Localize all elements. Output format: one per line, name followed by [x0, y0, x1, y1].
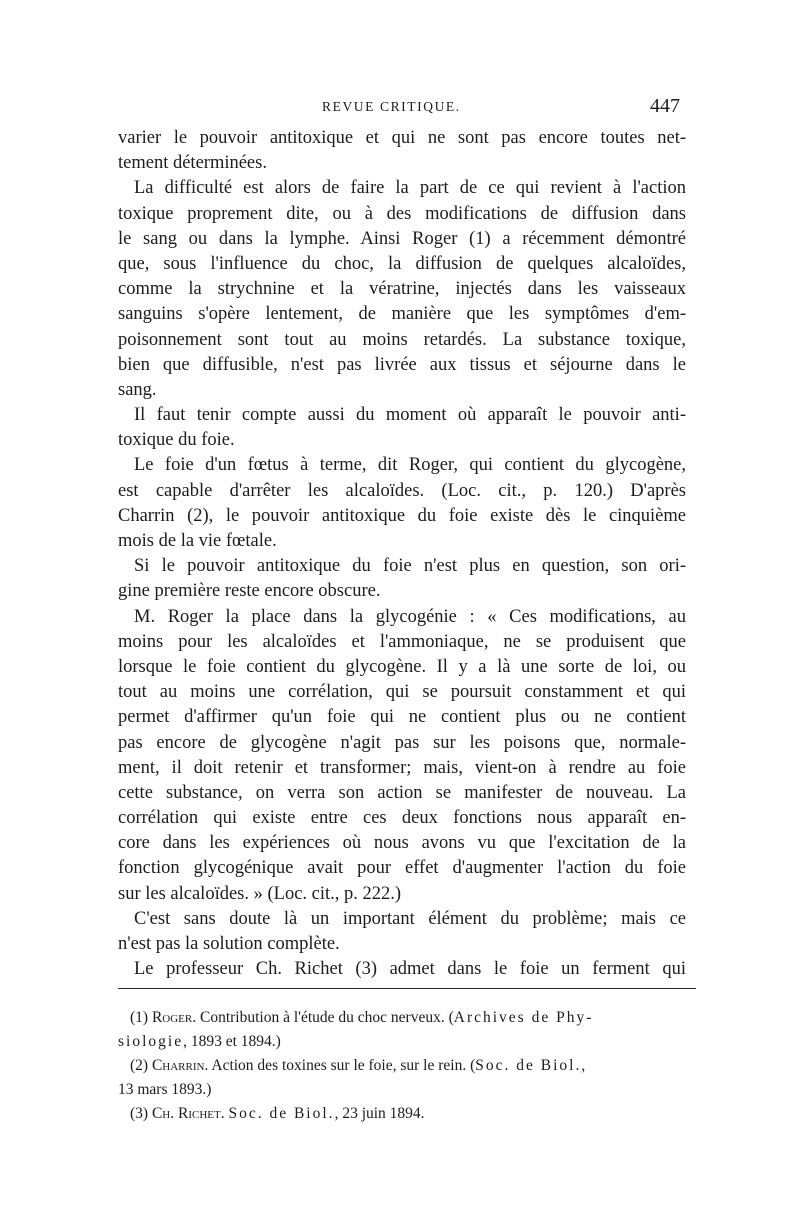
text-line: La difficulté est alors de faire la part de ce qui revient à l'action: [134, 178, 686, 199]
text-line: comme la strychnine et la vératrine, injectés dans les vaisseaux: [118, 279, 686, 300]
text-line: que, sous l'influence du choc, la diffusion de quelques alcaloïdes,: [118, 253, 686, 274]
text-line: Le professeur Ch. Richet (3) admet dans le foie un ferment qui: [134, 959, 686, 980]
text-line: permet d'affirmer qu'un foie qui ne contient plus ou ne contient: [118, 707, 686, 728]
footnote-text: Action des toxines sur le foie, sur le rein. (: [211, 1057, 476, 1074]
text-line: ment, il doit retenir et transformer; mais, vient-on à rendre au foie: [118, 757, 686, 778]
text-line: fonction glycogénique avait pour effet d'augmenter l'action du foie: [118, 858, 686, 879]
text-line: mois de la vie fœtale.: [118, 531, 277, 551]
text-line: Le foie d'un fœtus à terme, dit Roger, qui contient du glycogène,: [134, 455, 686, 476]
footnote-1: [118, 1006, 696, 1030]
text-line: pas encore de glycogène n'agit pas sur les poisons que, normale-: [118, 732, 686, 753]
footnote-rule: [118, 988, 696, 989]
footnote-text: , 1893 et 1894.): [183, 1033, 281, 1050]
footnote-text: 13 mars 1893.): [118, 1081, 212, 1098]
footnote-author: Ch. Richet.: [151, 1105, 225, 1122]
footnote-number: (1): [130, 1009, 149, 1026]
text-line: tout au moins une corrélation, qui se poursuit constamment et qui: [118, 682, 686, 703]
text-line: n'est pas la solution complète.: [118, 934, 340, 954]
text-line: core dans les expériences où nous avons vu que l'excitation de la: [118, 833, 686, 854]
footnote-journal: Archives de Phy-: [453, 1009, 594, 1026]
footnote-2-continuation: [118, 1078, 696, 1102]
text-line: sang.: [118, 379, 157, 400]
footnote-text: ,: [581, 1057, 586, 1074]
text-line: moins pour les alcaloïdes et l'ammoniaque, ne se produisent que: [118, 631, 686, 652]
text-line: poisonnement sont tout au moins retardés. La substance toxique,: [118, 329, 686, 350]
footnote-1-continuation: [118, 1030, 696, 1054]
text-line: le sang ou dans la lymphe. Ainsi Roger (1) a récemment démontré: [118, 228, 686, 249]
text-line: est capable d'arrêter les alcaloïdes. (Loc. cit., p. 120.) D'après: [118, 480, 686, 501]
text-line: tement déterminées.: [118, 153, 267, 174]
text-line: toxique du foie.: [118, 430, 235, 451]
footnote-journal: Soc. de Biol.: [228, 1105, 335, 1122]
footnote-3: [118, 1102, 696, 1126]
footnote-author: Charrin.: [151, 1057, 209, 1074]
text-line: C'est sans doute là un important élément du problème; mais ce: [134, 908, 686, 929]
text-line: toxique proprement dite, ou à des modifications de diffusion dans: [118, 203, 686, 224]
text-line: cette substance, on verra son action se manifester de nouveau. La: [118, 782, 686, 803]
footnote-number: (3): [130, 1105, 149, 1122]
page-number: 447: [650, 95, 680, 117]
text-line: varier le pouvoir antitoxique et qui ne sont pas encore toutes net-: [118, 128, 686, 148]
text-line: sanguins s'opère lentement, de manière que les symptômes d'em-: [118, 304, 686, 325]
footnotes: [118, 1006, 696, 1126]
footnote-journal: Soc. de Biol.: [475, 1057, 582, 1074]
text-line: corrélation qui existe entre ces deux fonctions nous apparaît en-: [118, 808, 686, 829]
footnote-journal: siologie: [118, 1033, 184, 1050]
footnote-number: (2): [130, 1057, 149, 1074]
footnote-author: Roger.: [151, 1009, 197, 1026]
footnote-text: , 23 juin 1894.: [334, 1105, 425, 1122]
footnote-2: [118, 1054, 696, 1078]
running-head: [0, 95, 800, 117]
text-line: Il faut tenir compte aussi du moment où apparaît le pouvoir anti-: [134, 405, 686, 426]
text-line: M. Roger la place dans la glycogénie : « Ces modifications, au: [134, 606, 686, 627]
text-line: Si le pouvoir antitoxique du foie n'est plus en question, son ori-: [134, 556, 686, 577]
text-line: sur les alcaloïdes. » (Loc. cit., p. 222.): [118, 883, 402, 904]
text-line: bien que diffusible, n'est pas livrée aux tissus et séjourne dans le: [118, 354, 686, 375]
footnote-text: Contribution à l'étude du choc nerveux. (: [200, 1009, 454, 1026]
text-line: lorsque le foie contient du glycogène. Il y a là une sorte de loi, ou: [118, 656, 686, 677]
running-title: REVUE CRITIQUE.: [322, 99, 461, 114]
body-text: [118, 126, 686, 982]
text-line: Charrin (2), le pouvoir antitoxique du foie existe dès le cinquième: [118, 505, 686, 526]
text-line: gine première reste encore obscure.: [118, 581, 381, 602]
